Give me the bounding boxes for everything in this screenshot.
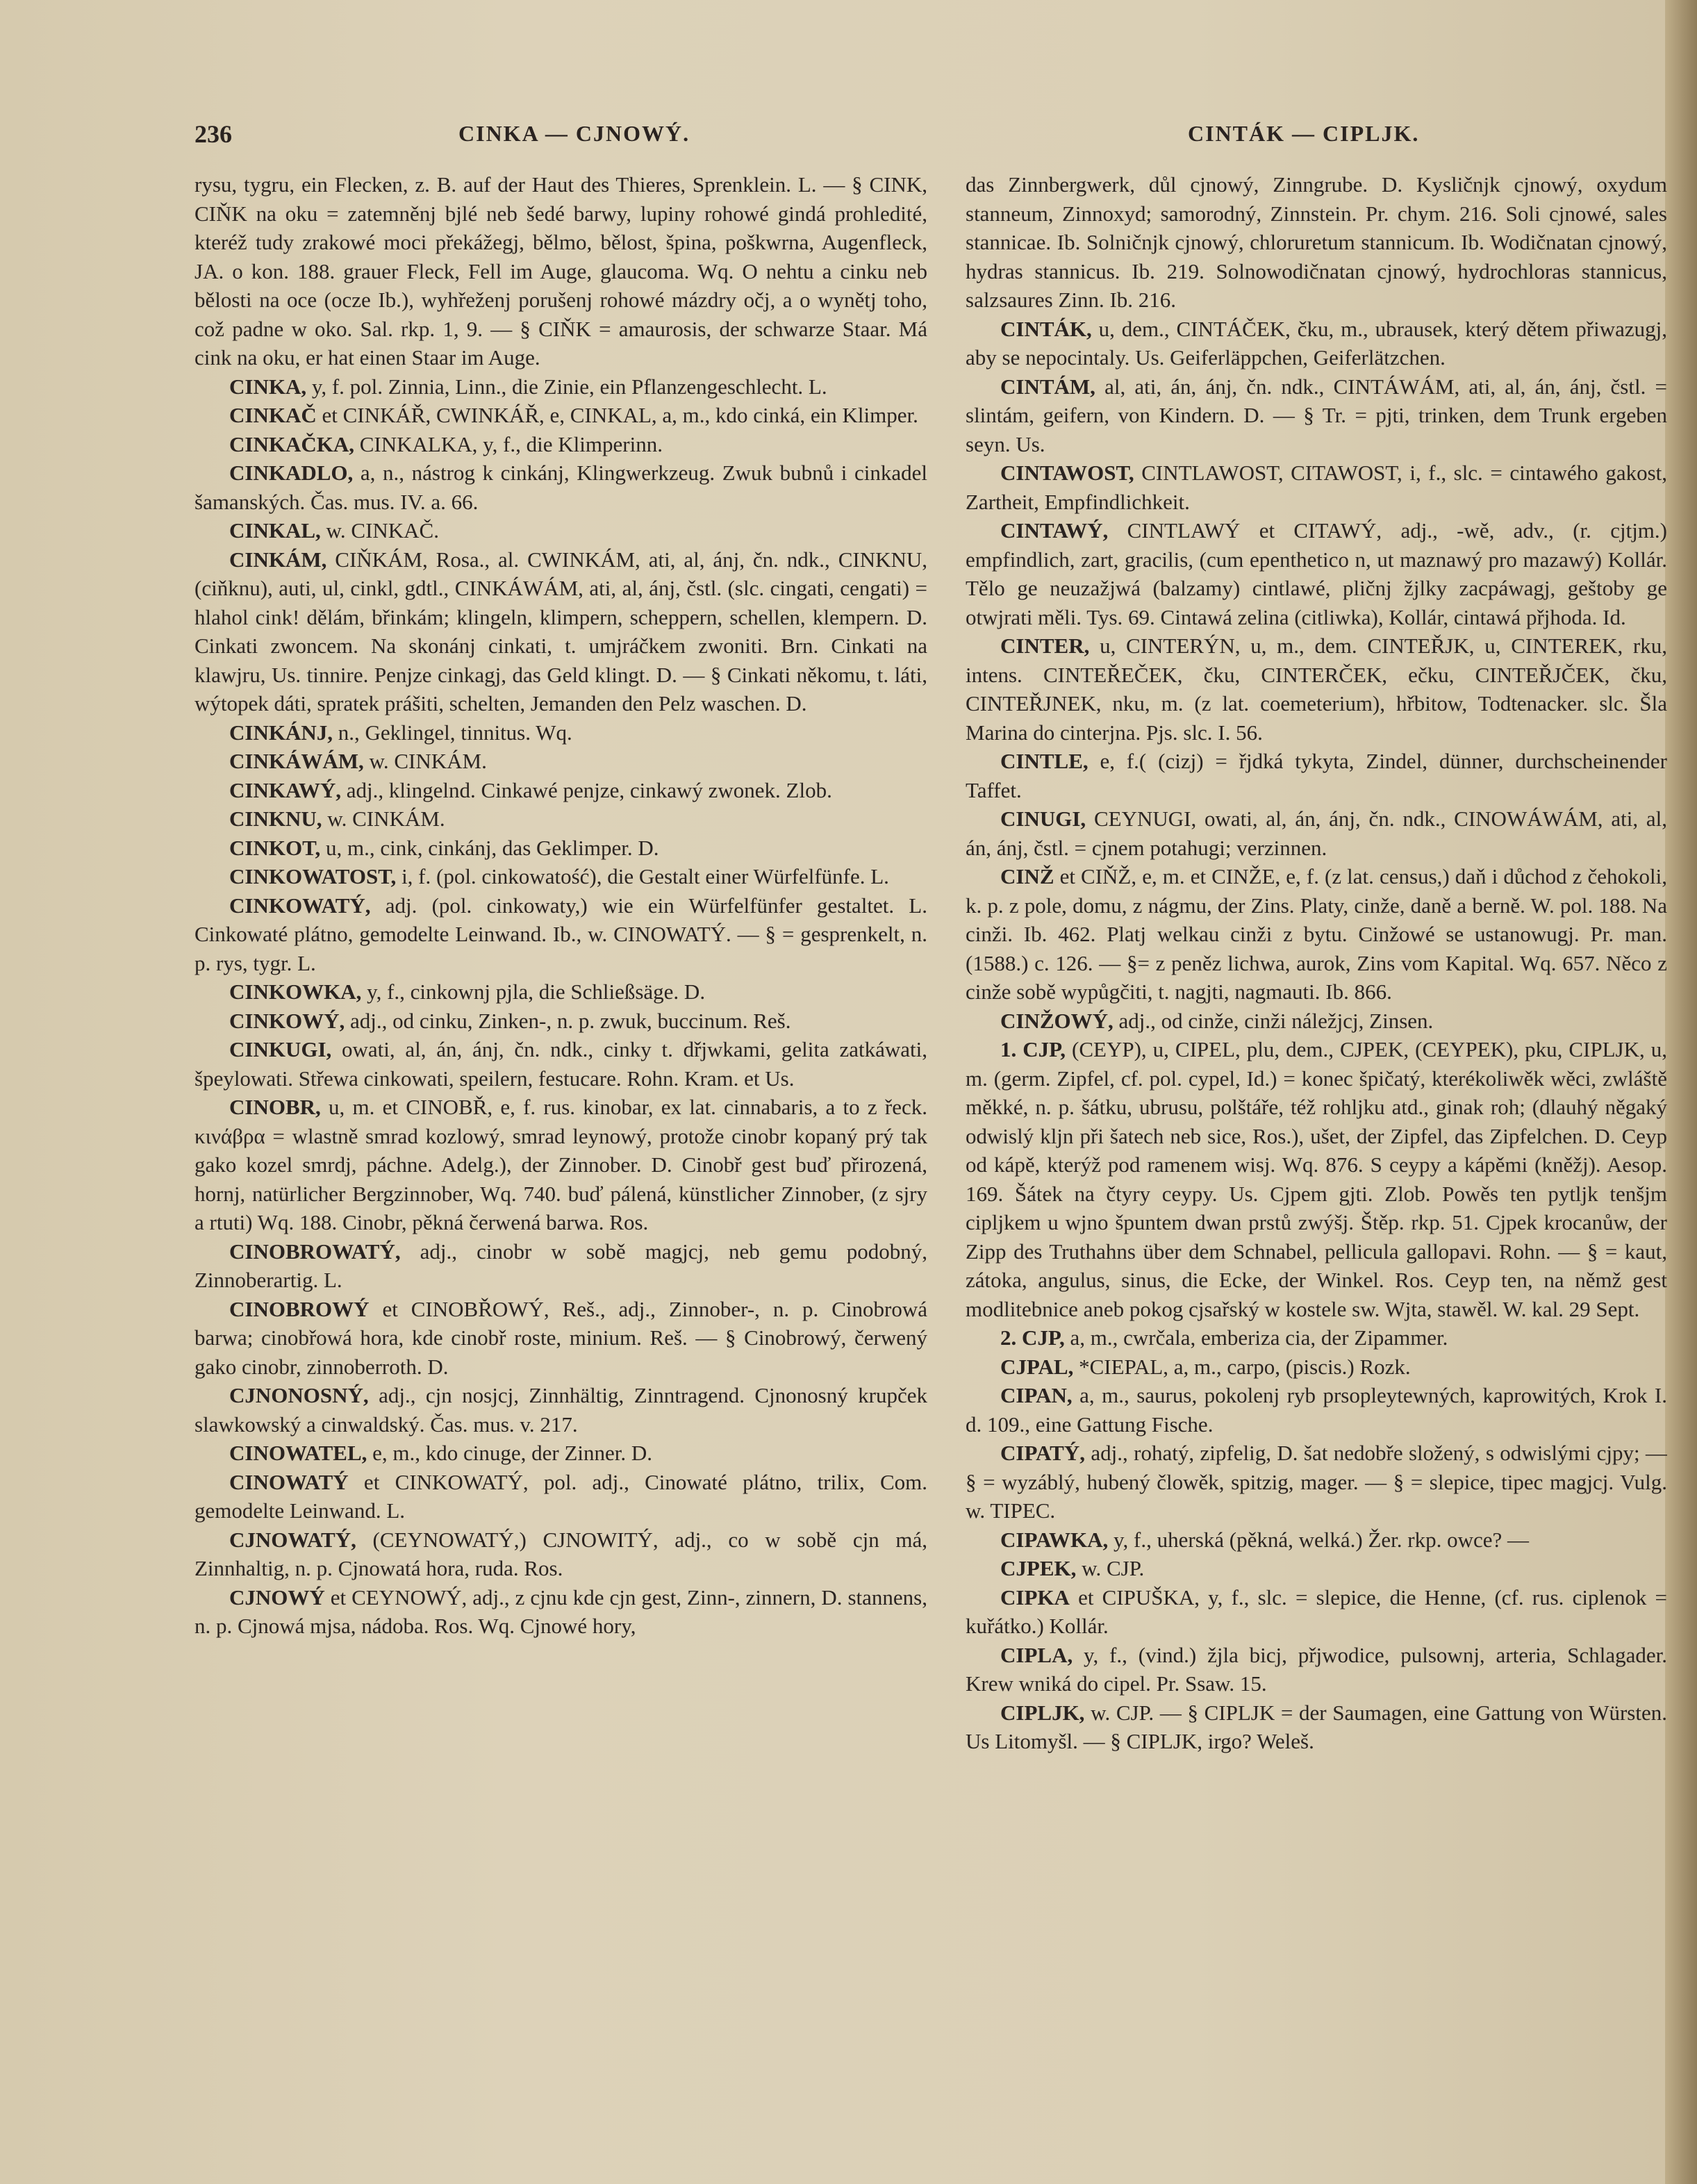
- entry-headword: CJPAL,: [1000, 1354, 1074, 1379]
- entry-text: CINKALKA, y, f., die Klimperinn.: [354, 431, 663, 456]
- dictionary-entry: [966, 516, 1667, 631]
- dictionary-entry: [194, 401, 927, 430]
- entry-text: a, n., nástrog k cinkánj, Klingwerkzeug. Zwuk bubnů i cinkadel šamanských. Čas. mus. IV. a. 66.: [194, 461, 927, 514]
- dictionary-entry: [194, 834, 927, 863]
- dictionary-entry: [194, 718, 927, 747]
- dictionary-entry: [194, 891, 927, 978]
- entry-headword: CINKUGI,: [229, 1037, 332, 1061]
- entry-text: adj., rohatý, zipfelig, D. šat nedobře složený, s odwislými cjpy; — § = wyzáblý, hubený člowěk, spitzig, mager. — § = slepice, tipec magjcj. Vulg. w. TIPEC.: [966, 1441, 1667, 1523]
- entry-headword: CINKAČKA,: [229, 431, 354, 456]
- entry-headword: CINTAWOST,: [1000, 461, 1134, 485]
- dictionary-entry: [966, 1381, 1667, 1439]
- dictionary-entry: [194, 1381, 927, 1439]
- dictionary-entry: [194, 977, 927, 1007]
- entry-headword: CINKOWATOST,: [229, 864, 397, 888]
- entry-text: u, m., cink, cinkánj, das Geklimper. D.: [320, 835, 659, 860]
- entry-headword: CINOWATÝ: [229, 1469, 349, 1494]
- entry-headword: CINKOT,: [229, 835, 321, 860]
- dictionary-entry: [966, 1641, 1667, 1698]
- entry-headword: CINTER,: [1000, 634, 1090, 658]
- dictionary-entry: [966, 1035, 1667, 1323]
- entry-headword: 2. CJP,: [1000, 1325, 1065, 1350]
- dictionary-entry: [194, 1439, 927, 1468]
- entry-headword: CJNONOSNÝ,: [229, 1383, 369, 1407]
- entry-text: adj., od cinku, Zinken-, n. p. zwuk, buccinum. Reš.: [345, 1008, 791, 1033]
- dictionary-entry: [194, 1295, 927, 1382]
- entry-text: et CIPUŠKA, y, f., slc. = slepice, die Henne, (cf. rus. ciplenok = kuřátko.) Kollár.: [966, 1585, 1667, 1638]
- entry-headword: CINKÁM,: [229, 547, 327, 572]
- entry-text: *CIEPAL, a, m., carpo, (piscis.) Rozk.: [1073, 1354, 1411, 1379]
- dictionary-entry: [966, 1554, 1667, 1583]
- dictionary-entry: [194, 1468, 927, 1525]
- entry-text: et CINOBŘOWÝ, Reš., adj., Zinnober-, n. p. Cinobrowá barwa; cinobřowá hora, kde cinobř roste, minium. Reš. — § Cinobrowý, čerwený gako cinobr, zinnoberroth. D.: [194, 1296, 927, 1379]
- running-head-right: CINTÁK — CIPLJK.: [1188, 121, 1420, 146]
- entry-text: w. CINKÁM.: [322, 806, 445, 831]
- entry-text: et CINKÁŘ, CWINKÁŘ, e, CINKAL, a, m., kdo cinká, ein Klimper.: [316, 403, 918, 427]
- entry-text: (CEYP), u, CIPEL, plu, dem., CJPEK, (CEYPEK), pku, CIPLJK, u, m. (germ. Zipfel, cf. pol. cypel, Id.) = konec špičatý, kterékoliwěk wěci, zwláště měkké, n. p. šátku, ubrusu, polštáře, též rohljku atd., ginak roh; (dlauhý něgaký odwislý kljn při šatech neb sice, Ros.), ušet, der Zipfel, das Zipfelchen. D. Ceyp od kápě, kterýž pod ramenem wisj. Wq. 876. S ceypy a kápěmi (kněžj). Aesop. 169. Šátek na čtyry ceypy. Us. Cjpem gjti. Zlob. Powěs ten pytljk tenšjm cipljkem u wjno špuntem dwan prstů zwýšj. Štěp. rkp. 51. Cjpek krocanůw, der Zipp des Truthahns über dem Schnabel, pellicula gallopavi. Rohn. — § = kaut, zátoka, angulus, sinus, die Ecke, der Winkel. Ros. Ceyp ten, na němž gest modlitebnice aneb pokog cjsařský w kostele sw. Wjta, stawěl. W. kal. 29 Sept.: [966, 1037, 1667, 1321]
- entry-headword: CINKA,: [229, 374, 307, 399]
- entry-text: rysu, tygru, ein Flecken, z. B. auf der Haut des Thieres, Sprenklein. L. — § CINK, CIŇK na oku = zatemněnj bjlé neb šedé barwy, lupiny rohowé gindá prohledité, kteréž tudy zrakowé moci překážegj, bělmo, bělost, špina, poškwrna, Augenfleck, JA. o kon. 188. grauer Fleck, Fell im Auge, glaucoma. Wq. O nehtu a cinku neb bělosti na oce (ocze Ib.), wyhřeženj porušenj rohowé mázdry očj, a o wynětj toho, což padne w oko. Sal. rkp. 1, 9. — § CIŇK = amaurosis, der schwarze Staar. Má cink na oku, er hat einen Staar im Auge.: [194, 172, 927, 370]
- entry-headword: CINOBR,: [229, 1095, 321, 1119]
- entry-text: y, f. pol. Zinnia, Linn., die Zinie, ein Pflanzengeschlecht. L.: [306, 374, 827, 399]
- dictionary-entry: [966, 1439, 1667, 1525]
- entry-text: CINTLAWÝ et CITAWÝ, adj., -wě, adv., (r. cjtjm.) empfindlich, zart, gracilis, (cum epenthetico n, ut maznawý pro mazawý) Kollár. Tělo ge neuzažjwá (balzamy) cintlawé, pličnj žjlky zacpáwagj, geštoby ge otwjrati měli. Tys. 69. Cintawá zelina (citliwka), Kollár, cintawá přjhoda. Id.: [966, 518, 1667, 629]
- dictionary-entry: [966, 1352, 1667, 1382]
- entry-headword: CINKOWKA,: [229, 979, 362, 1004]
- entry-text: y, f., cinkownj pjla, die Schließsäge. D.: [361, 979, 706, 1004]
- dictionary-entry: [194, 862, 927, 891]
- entry-text: adj., cinobr w sobě magjcj, neb gemu podobný, Zinnoberartig. L.: [194, 1239, 927, 1292]
- entry-headword: 1. CJP,: [1000, 1037, 1066, 1061]
- dictionary-entry: [194, 747, 927, 776]
- dictionary-entry: [966, 631, 1667, 747]
- entry-text: w. CJP. — § CIPLJK = der Saumagen, eine Gattung von Würsten. Us Litomyšl. — § CIPLJK, irgo? Weleš.: [966, 1700, 1667, 1753]
- entry-text: et CIŇŽ, e, m. et CINŽE, e, f. (z lat. census,) daň i důchod z čehokoli, k. p. z pole, domu, z nágmu, der Zins. Platy, cinže, daně a berně. W. pol. 188. Na cinži. Ib. 462. Platj welkau cinži z bytu. Cinžowé se ustanowugj. Pr. man. (1588.) c. 126. — §= z peněz lichwa, aurok, Zins vom Kapital. Wq. 657. Něco z cinže sobě wypůgčiti, t. nagjti, nagmauti. Ib. 866.: [966, 864, 1667, 1004]
- entry-text: n., Geklingel, tinnitus. Wq.: [332, 720, 572, 745]
- entry-text: (CEYNOWATÝ,) CJNOWITÝ, adj., co w sobě cjn má, Zinnhaltig, n. p. Cjnowatá hora, ruda. Ros.: [194, 1527, 927, 1580]
- dictionary-entry: [194, 516, 927, 545]
- dictionary-entry: [194, 1093, 927, 1237]
- dictionary-entry: [194, 804, 927, 834]
- entry-headword: CINKÁNJ,: [229, 720, 333, 745]
- entry-text: e, f.( (cizj) = řjdká tykyta, Zindel, dünner, durchscheinender Taffet.: [966, 749, 1667, 802]
- running-head-left: CINKA — CJNOWÝ.: [458, 121, 690, 146]
- dictionary-entry: [194, 458, 927, 516]
- entry-text: w. CINKAČ.: [320, 518, 439, 543]
- entry-headword: CINKÁWÁM,: [229, 749, 364, 773]
- entry-text: w. CINKÁM.: [363, 749, 487, 773]
- entry-text: CINTLAWOST, CITAWOST, i, f., slc. = cintawého gakost, Zartheit, Empfindlichkeit.: [966, 461, 1667, 514]
- entry-headword: CIPAWKA,: [1000, 1527, 1109, 1552]
- page-number: 236: [194, 120, 232, 148]
- dictionary-entry: [194, 545, 927, 718]
- entry-text: a, m., saurus, pokolenj ryb prsopleytewných, kaprowitých, Krok I. d. 109., eine Gattung Fische.: [966, 1383, 1667, 1437]
- entry-text: adj. (pol. cinkowaty,) wie ein Würfelfünfer gestaltet. L. Cinkowaté plátno, gemodelte Leinwand. Ib., w. CINOWATÝ. — § = gesprenkelt, n. p. rys, tygr. L.: [194, 893, 927, 975]
- entry-text: adj., cjn nosjcj, Zinnhältig, Zinntragend. Cjnonosný krupček slawkowský a cinwaldský. Čas. mus. v. 217.: [194, 1383, 927, 1437]
- entry-headword: CIPLA,: [1000, 1642, 1073, 1667]
- entry-text: y, f., (vind.) žjla bicj, přjwodice, pulsownj, arteria, Schlagader. Krew wniká do cipel. Pr. Ssaw. 15.: [966, 1642, 1667, 1696]
- dictionary-entry: [194, 430, 927, 459]
- entry-headword: CINKAČ: [229, 403, 317, 427]
- entry-headword: CJNOWÝ: [229, 1585, 325, 1610]
- dictionary-entry: [966, 170, 1667, 315]
- entry-headword: CIPKA: [1000, 1585, 1070, 1610]
- dictionary-entry: [194, 1035, 927, 1093]
- dictionary-entry: [194, 1583, 927, 1641]
- right-column: [966, 170, 1667, 2171]
- entry-text: u, dem., CINTÁČEK, čku, m., ubrausek, který dětem přiwazugj, aby se nepocintaly. Us. Geiferläppchen, Geiferlätzchen.: [966, 316, 1667, 370]
- entry-headword: CIPATÝ,: [1000, 1441, 1085, 1465]
- entry-text: y, f., uherská (pěkná, welká.) Žer. rkp. owce? —: [1108, 1527, 1529, 1552]
- dictionary-entry: [966, 458, 1667, 516]
- entry-headword: CINTLE,: [1000, 749, 1088, 773]
- entry-headword: CIPAN,: [1000, 1383, 1073, 1407]
- entry-text: CEYNUGI, owati, al, án, ánj, čn. ndk., CINOWÁWÁM, ati, al, án, ánj, čstl. = cjnem potahugi; verzinnen.: [966, 806, 1667, 860]
- entry-headword: CINTÁK,: [1000, 316, 1092, 341]
- entry-headword: CINKOWÝ,: [229, 1008, 345, 1033]
- dictionary-entry: [966, 747, 1667, 804]
- entry-text: a, m., cwrčala, emberiza cia, der Zipammer.: [1064, 1325, 1448, 1350]
- entry-text: adj., klingelnd. Cinkawé penjze, cinkawý zwonek. Zlob.: [341, 777, 832, 802]
- dictionary-entry: [194, 1007, 927, 1036]
- dictionary-entry: [194, 170, 927, 372]
- dictionary-entry: [966, 1583, 1667, 1641]
- entry-text: owati, al, án, ánj, čn. ndk., cinky t. dřjwkami, gelita zatkáwati, špeylowati. Střewa cinkowati, speilern, festucare. Rohn. Kram. et Us.: [194, 1037, 927, 1091]
- dictionary-entry: [194, 776, 927, 805]
- entry-headword: CJPEK,: [1000, 1556, 1077, 1580]
- dictionary-entry: [966, 1007, 1667, 1036]
- dictionary-entry: [194, 1525, 927, 1583]
- entry-headword: CINTAWÝ,: [1000, 518, 1109, 543]
- entry-headword: CINKAL,: [229, 518, 321, 543]
- entry-text: das Zinnbergwerk, důl cjnowý, Zinngrube. D. Kysličnjk cjnowý, oxydum stanneum, Zinnoxyd; samorodný, Zinnstein. Pr. chym. 216. Soli cjnowé, sales stannicae. Ib. Solničnjk cjnowý, chloruretum stannicum. Ib. Wodičnatan cjnowý, hydras stannicus. Ib. 219. Solnowodičnatan cjnowý, hydrochloras stannicus, salzsaures Zinn. Ib. 216.: [966, 172, 1667, 312]
- dictionary-entry: [966, 372, 1667, 459]
- entry-headword: CINOWATEL,: [229, 1441, 367, 1465]
- dictionary-entry: [194, 1237, 927, 1295]
- entry-headword: CIPLJK,: [1000, 1700, 1085, 1725]
- entry-headword: CINŽ: [1000, 864, 1054, 888]
- book-spine-shadow: [1665, 0, 1697, 2184]
- entry-headword: CINŽOWÝ,: [1000, 1008, 1114, 1033]
- entry-headword: CINKADLO,: [229, 461, 354, 485]
- entry-headword: CINKAWÝ,: [229, 777, 342, 802]
- entry-text: e, m., kdo cinuge, der Zinner. D.: [367, 1441, 653, 1465]
- entry-text: i, f. (pol. cinkowatość), die Gestalt einer Würfelfünfe. L.: [396, 864, 889, 888]
- entry-headword: CINKOWATÝ,: [229, 893, 371, 918]
- entry-headword: CINOBROWÝ: [229, 1296, 370, 1321]
- entry-headword: CINTÁM,: [1000, 374, 1095, 399]
- entry-text: CIŇKÁM, Rosa., al. CWINKÁM, ati, al, ánj, čn. ndk., CINKNU, (ciňknu), auti, ul, cinkl, gdtl., CINKÁWÁM, ati, al, ánj, čstl. (slc. cingati, cengati) = hlahol cink! dělám, břinkám; klingeln, klimpern, scheppern, schellen, klempern. D. Cinkati zwoncem. Na skonánj cinkati, t. umjráčkem zwoniti. Brn. Cinkati na klawjru, Us. tinnire. Penjze cinkagj, das Geld klingt. D. — § Cinkati někomu, t. láti, wýtopek dáti, spratek prášiti, schelten, Jemanden den Pelz waschen. D.: [194, 547, 927, 715]
- entry-text: u, CINTERÝN, u, m., dem. CINTEŘJK, u, CINTEREK, rku, intens. CINTEŘEČEK, čku, CINTERČEK, ečku, CINTEŘJČEK, čku, CINTEŘJNEK, nku, m. (z lat. coemeterium), hřbitow, Todtenacker. slc. Šla Marina do cinterjna. Pjs. slc. I. 56.: [966, 634, 1667, 745]
- dictionary-entry: [966, 1323, 1667, 1352]
- dictionary-entry: [966, 804, 1667, 862]
- entry-headword: CINOBROWATÝ,: [229, 1239, 401, 1264]
- entry-text: adj., od cinže, cinži náležjcj, Zinsen.: [1113, 1008, 1434, 1033]
- entry-text: w. CJP.: [1076, 1556, 1145, 1580]
- entry-headword: CINKNU,: [229, 806, 322, 831]
- dictionary-entry: [966, 1698, 1667, 1756]
- entry-headword: CJNOWATÝ,: [229, 1527, 356, 1552]
- entry-text: al, ati, án, ánj, čn. ndk., CINTÁWÁM, ati, al, án, ánj, čstl. = slintám, geifern, von Kindern. D. — § Tr. = pjti, trinken, dem Trunk ergeben seyn. Us.: [966, 374, 1667, 456]
- entry-text: u, m. et CINOBŘ, e, f. rus. kinobar, ex lat. cinnabaris, a to z řeck. κινάβρα = wlastně smrad kozlowý, smrad leynowý, protože cinobr kopaný prý tak gako kozel smrdj, páchne. Adelg.), der Zinnober. D. Cinobř gest buď přirozená, hornj, natürlicher Bergzinnober, Wq. 740. buď pálená, künstlicher Zinnober, (z sjry a rtuti) Wq. 188. Cinobr, pěkná čerwená barwa. Ros.: [194, 1095, 927, 1234]
- dictionary-entry: [966, 862, 1667, 1007]
- entry-text: et CINKOWATÝ, pol. adj., Cinowaté plátno, trilix, Com. gemodelte Leinwand. L.: [194, 1469, 927, 1523]
- entry-headword: CINUGI,: [1000, 806, 1086, 831]
- dictionary-entry: [966, 1525, 1667, 1555]
- entry-text: et CEYNOWÝ, adj., z cjnu kde cjn gest, Zinn-, zinnern, D. stannens, n. p. Cjnowá mjsa, nádoba. Ros. Wq. Cjnowé hory,: [194, 1585, 927, 1638]
- dictionary-entry: [194, 372, 927, 402]
- dictionary-entry: [966, 315, 1667, 372]
- left-column: [194, 170, 927, 2171]
